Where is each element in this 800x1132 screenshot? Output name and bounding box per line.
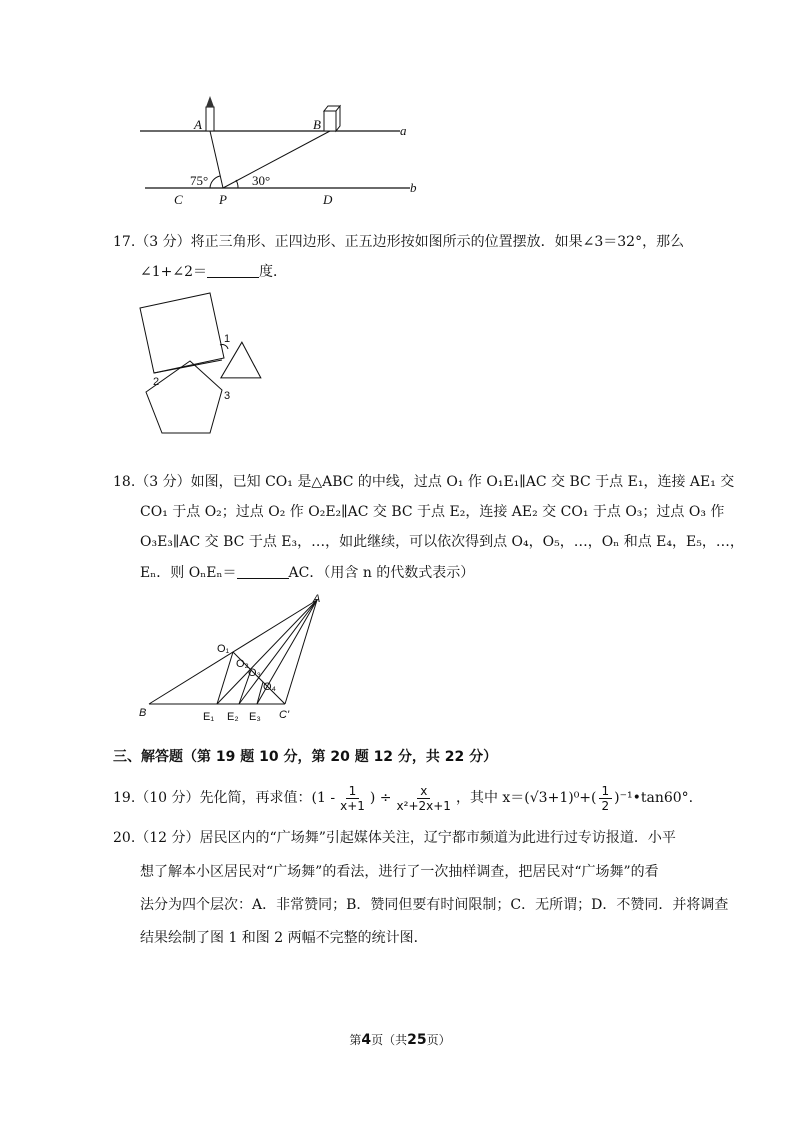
angle-1-label: 1: [224, 333, 231, 345]
q19-prefix: 先化简，再求值：(1 -: [199, 790, 336, 806]
fraction-1: [337, 784, 368, 813]
angle-30-label: 30°: [252, 173, 271, 188]
angle-arc-30: [236, 180, 238, 188]
q19-div: ) ÷: [369, 790, 392, 806]
footer-total-pages: 25: [407, 1032, 427, 1048]
q17-line1: [113, 232, 684, 252]
q20-line1: [113, 828, 676, 848]
label-C: C: [174, 192, 183, 207]
page-footer: [0, 1031, 800, 1048]
q19-suffix: )⁻¹•tan60°.: [614, 790, 694, 806]
q20-line3: [140, 895, 728, 915]
figure-triangle-medians: [135, 590, 335, 730]
q18-text-line2: CO₁ 于点 O₂；过点 O₂ 作 O₂E₂∥AC 交 BC 于点 E₂，连接 AE₂ 交 CO₁ 于点 O₃；过点 O₃ 作: [140, 504, 725, 520]
square-shape: [140, 293, 224, 373]
angle-75-label: 75°: [190, 173, 209, 188]
fraction-1-numerator: 1: [346, 784, 360, 799]
q18-text-line3: O₃E₃∥AC 交 BC 于点 E₃，…，如此继续，可以依次得到点 O₄，O₅，…，Oₙ 和点 E₄，E₅，…，: [140, 534, 744, 550]
q18-line1: [113, 472, 734, 492]
fraction-1-denominator: x+1: [340, 798, 365, 813]
label-O2: O₂: [236, 658, 249, 670]
fraction-3-numerator: 1: [599, 784, 613, 799]
label-b: b: [410, 180, 417, 195]
segment-BP: [223, 131, 330, 188]
q20-line2: [140, 862, 659, 882]
fraction-2: [394, 784, 454, 813]
label-C: C': [279, 709, 290, 721]
q17-score: （3 分）: [135, 234, 191, 250]
q19-line: [113, 780, 693, 816]
segment-AE2: [239, 600, 317, 704]
q18-line4: [140, 563, 474, 583]
q17-line2: [140, 262, 287, 282]
label-A: A: [313, 593, 321, 605]
angle-arc-75: [210, 176, 220, 188]
angle-2-label: 2: [153, 376, 160, 388]
q18-line3: [140, 532, 744, 552]
label-O4: O₄: [263, 681, 277, 693]
q20-text-line4: 结果绘制了图 1 和图 2 两幅不完整的统计图．: [140, 930, 428, 946]
q17-text2a: ∠1+∠2＝: [140, 264, 208, 280]
q20-line4: [140, 928, 428, 948]
q17-number: 17.: [113, 234, 136, 250]
q19-mid: ，其中 x＝(√3+1)⁰+(: [455, 790, 597, 806]
q20-text-line3: 法分为四个层次：A．非常赞同；B．赞同但要有时间限制；C．无所谓；D．不赞同．并将调查: [140, 897, 729, 913]
figure-parallel-lines: [130, 90, 430, 210]
fraction-3-denominator: 2: [601, 798, 610, 813]
label-A: A: [194, 117, 202, 132]
q20-text-line2: 想了解本小区居民对“广场舞”的看法，进行了一次抽样调查，把居民对“广场舞”的看: [140, 864, 659, 880]
book-icon: [324, 106, 340, 131]
q19-score: （10 分）: [135, 790, 200, 806]
label-B: B: [313, 117, 321, 132]
q20-text-line1: 居民区内的“广场舞”引起媒体关注，辽宁都市频道为此进行过专访报道．小平: [199, 830, 676, 846]
label-P: P: [219, 192, 227, 207]
q18-answer-blank: [237, 564, 289, 579]
pencil-icon: [206, 96, 214, 131]
section-title: 三、解答题（第 19 题 10 分，第 20 题 12 分，共 22 分）: [113, 749, 498, 765]
label-a: a: [400, 123, 407, 138]
q17-text2b: 度．: [259, 264, 288, 280]
angle-3-label: 3: [224, 390, 231, 402]
footer-mid: 页（共: [371, 1033, 408, 1047]
q18-number: 18.: [113, 474, 136, 490]
q19-number: 19.: [113, 790, 136, 806]
fraction-3: [599, 784, 613, 813]
side-AC: [285, 600, 317, 704]
label-O1: O₁: [217, 643, 230, 655]
label-E1: E₁: [203, 711, 215, 723]
fraction-2-denominator: x²+2x+1: [396, 798, 451, 813]
q17-answer-blank: [207, 263, 259, 278]
q17-text1: 将正三角形、正四边形、正五边形按如图所示的位置摆放．如果∠3＝32°，那么: [190, 234, 685, 250]
q18-text-line1: 如图，已知 CO₁ 是△ABC 的中线，过点 O₁ 作 O₁E₁∥AC 交 BC 于点 E₁，连接 AE₁ 交: [190, 474, 735, 490]
q20-score: （12 分）: [135, 830, 200, 846]
label-B: B: [139, 707, 147, 719]
footer-page-number: 4: [361, 1032, 372, 1048]
segment-AP: [210, 131, 223, 188]
fraction-2-numerator: x: [417, 784, 430, 799]
label-E2: E₂: [227, 711, 239, 723]
label-E3: E₃: [249, 711, 261, 723]
footer-pre: 第: [349, 1033, 362, 1047]
footer-post: 页）: [426, 1033, 451, 1047]
q18-text-line4b: AC．（用含 n 的代数式表示）: [288, 565, 475, 581]
q18-text-line4a: Eₙ．则 OₙEₙ＝: [140, 565, 237, 581]
q18-line2: [140, 502, 724, 522]
label-O3: O₃: [248, 667, 262, 679]
q20-number: 20.: [113, 830, 136, 846]
label-D: D: [323, 192, 333, 207]
figure-polygons: [130, 285, 270, 445]
q18-score: （3 分）: [135, 474, 191, 490]
